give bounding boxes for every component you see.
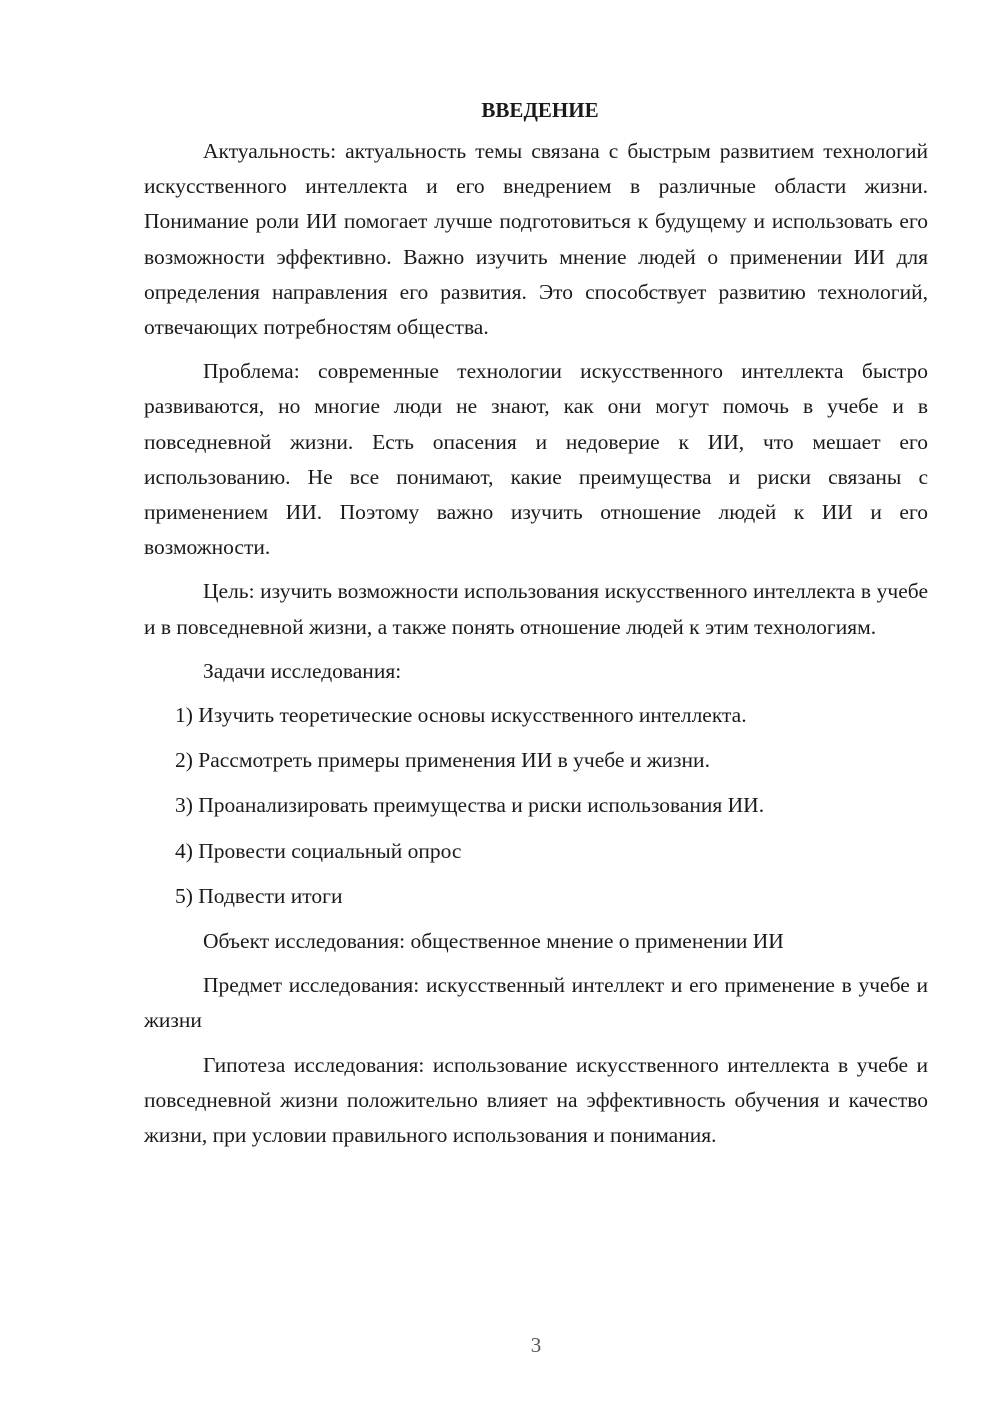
task-item: 5) Подвести итоги	[175, 883, 343, 908]
page-number: 3	[530, 1333, 542, 1357]
document-page	[144, 92, 928, 1162]
tasks-heading: Задачи исследования:	[203, 658, 402, 683]
problem-paragraph: Проблема: современные технологии искусственного интеллекта быстро развиваются, но многие люди не знают, как они могут помочь в учебе и в повседневной жизни. Есть опасения и недоверие к ИИ, что мешает его использованию. Не все понимают, какие преимущества и риски связаны с применением ИИ. Поэтому важно изучить отношение людей к ИИ и его возможности.	[144, 359, 928, 560]
section-title: ВВЕДЕНИЕ	[481, 98, 599, 122]
task-item: 2) Рассмотреть примеры применения ИИ в учебе и жизни.	[175, 748, 710, 773]
subject-paragraph: Предмет исследования: искусственный интеллект и его применение в учебе и жизни	[144, 973, 928, 1033]
task-item: 1) Изучить теоретические основы искусственного интеллекта.	[175, 703, 747, 728]
task-item: 3) Проанализировать преимущества и риски использования ИИ.	[175, 793, 765, 818]
tasks-list	[144, 698, 928, 914]
object-paragraph: Объект исследования: общественное мнение о применении ИИ	[203, 929, 784, 954]
hypothesis-paragraph: Гипотеза исследования: использование искусственного интеллекта в учебе и повседневной жизни положительно влияет на эффективность обучения и качество жизни, при условии правильного использования и понимания.	[144, 1052, 928, 1148]
goal-paragraph: Цель: изучить возможности использования искусственного интеллекта в учебе и в повседневной жизни, а также понять отношение людей к этим технологиям.	[144, 579, 928, 639]
task-item: 4) Провести социальный опрос	[175, 838, 462, 863]
relevance-paragraph: Актуальность: актуальность темы связана с быстрым развитием технологий искусственного интеллекта и его внедрением в различные области жизни. Понимание роли ИИ помогает лучше подготовиться к будущему и использовать его возможности эффективно. Важно изучить мнение людей о применении ИИ для определения направления его развития. Это способствует развитию технологий, отвечающих потребностям общества.	[144, 139, 928, 340]
